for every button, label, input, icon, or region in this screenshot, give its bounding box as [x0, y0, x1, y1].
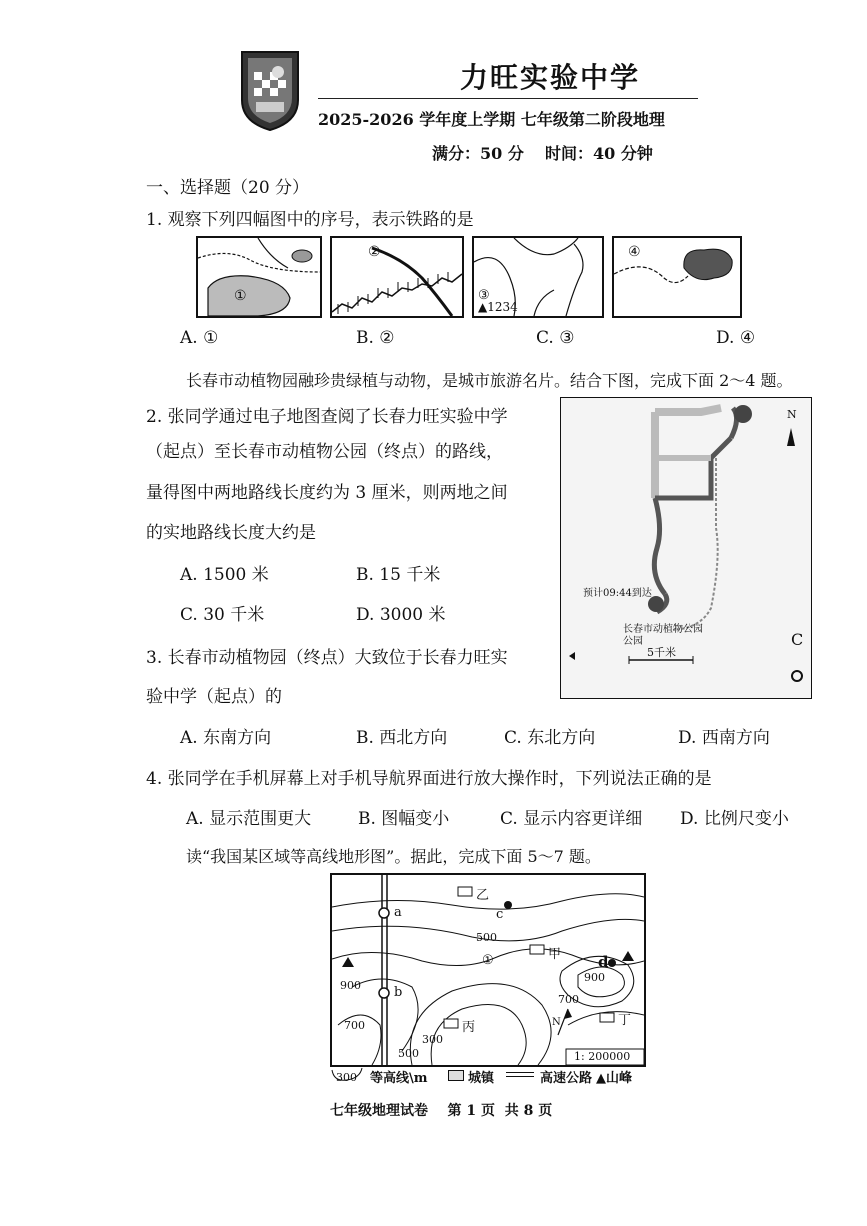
- city-map-corner-label: C: [791, 630, 804, 649]
- q2-line-1: 2. 张同学通过电子地图查阅了长春力旺实验中学: [146, 407, 508, 427]
- q1-option-a[interactable]: A. ①: [180, 328, 219, 348]
- town-bing-label: 丙: [462, 1020, 476, 1035]
- q3-line-2: 验中学（起点）的: [146, 687, 282, 707]
- elevation-900-left: 900: [340, 979, 361, 992]
- elevation-700-left: 700: [344, 1019, 365, 1032]
- passage-5-7: 读“我国某区域等高线地形图”。据此，完成下面 5～7 题。: [186, 847, 601, 866]
- q1-figure-1-number: ①: [234, 288, 247, 304]
- point-a-label: a: [394, 905, 402, 920]
- title-underline: [318, 98, 698, 99]
- q1-option-d[interactable]: D. ④: [716, 328, 756, 348]
- point-b-label: b: [394, 985, 403, 1000]
- q1-figure-4-number: ④: [628, 244, 641, 260]
- q1-option-b[interactable]: B. ②: [356, 328, 395, 348]
- q1-figure-2-number: ②: [368, 244, 381, 260]
- q2-option-d[interactable]: D. 3000 米: [356, 605, 446, 625]
- q1-figure-3: [472, 236, 604, 318]
- q3-option-c[interactable]: C. 东北方向: [504, 728, 596, 748]
- elevation-300: 300: [422, 1033, 443, 1046]
- town-jia-label: 甲: [548, 947, 562, 962]
- legend-contour-label: 等高线\m: [370, 1071, 428, 1086]
- location-one-label: ①: [482, 953, 494, 968]
- elevation-500-bottom: 500: [398, 1047, 419, 1060]
- point-d-label: d: [598, 953, 609, 971]
- school-logo: [238, 46, 302, 132]
- passage-2-4: 长春市动植物园融珍贵绿植与动物，是城市旅游名片。结合下图，完成下面 2～4 题。: [186, 371, 793, 390]
- city-route-map: [560, 397, 812, 699]
- q4-option-a[interactable]: A. 显示范围更大: [186, 809, 312, 829]
- q3-line-1: 3. 长春市动植物园（终点）大致位于长春力旺实: [146, 648, 508, 668]
- north-arrow-label: N: [552, 1017, 561, 1028]
- legend-highway-icon: [506, 1072, 534, 1077]
- q4-stem: 4. 张同学在手机屏幕上对手机导航界面进行放大操作时，下列说法正确的是: [146, 769, 712, 789]
- q1-figure-2: [330, 236, 464, 318]
- q1-option-c[interactable]: C. ③: [536, 328, 575, 348]
- q1-stem: 1. 观察下列四幅图中的序号，表示铁路的是: [146, 210, 474, 230]
- legend-town-label: 城镇: [468, 1071, 495, 1086]
- q2-line-2: （起点）至长春市动植物公园（终点）的路线，: [146, 442, 503, 462]
- city-map-north: N: [787, 408, 797, 421]
- q4-option-c[interactable]: C. 显示内容更详细: [500, 809, 643, 829]
- exam-time: 时间：40 分钟: [545, 144, 653, 163]
- q1-figure-4: [612, 236, 742, 318]
- q1-figure-1: [196, 236, 322, 318]
- town-ding-label: 丁: [618, 1013, 632, 1028]
- page-footer: 七年级地理试卷 第 1 页 共 8 页: [330, 1103, 553, 1119]
- city-map-scale: 5千米: [647, 646, 676, 659]
- full-score: 满分：50 分: [432, 144, 524, 163]
- q2-option-a[interactable]: A. 1500 米: [180, 565, 269, 585]
- school-title: 力旺实验中学: [460, 61, 641, 94]
- q2-option-c[interactable]: C. 30 千米: [180, 605, 265, 625]
- city-map-destination-2: 公园: [623, 636, 643, 647]
- q3-option-a[interactable]: A. 东南方向: [180, 728, 272, 748]
- city-map-eta: 预计09:44到达: [583, 588, 652, 599]
- q2-line-3: 量得图中两地路线长度约为 3 厘米，则两地之间: [146, 483, 508, 503]
- town-yi-label: 乙: [476, 888, 490, 903]
- elevation-900-right: 900: [584, 971, 605, 984]
- legend-peak-label: ▲山峰: [596, 1071, 632, 1086]
- elevation-500-top: 500: [476, 931, 497, 944]
- legend-town-icon: [448, 1070, 464, 1081]
- q1-figure-3-number: ③: [478, 288, 490, 303]
- q2-line-4: 的实地路线长度大约是: [146, 523, 316, 543]
- section-title: 一、选择题（20 分）: [146, 178, 310, 198]
- q4-option-b[interactable]: B. 图幅变小: [358, 809, 450, 829]
- point-c-label: c: [496, 907, 504, 922]
- q3-option-b[interactable]: B. 西北方向: [356, 728, 448, 748]
- q2-option-b[interactable]: B. 15 千米: [356, 565, 441, 585]
- city-map-destination: 长春市动植物公园: [623, 624, 703, 635]
- term-line: 2025-2026 学年度上学期 七年级第二阶段地理: [318, 110, 665, 129]
- legend-highway-label: 高速公路: [540, 1071, 593, 1086]
- q1-figure-3-elevation: ▲1234: [478, 300, 518, 314]
- q4-option-d[interactable]: D. 比例尺变小: [680, 809, 789, 829]
- q3-option-d[interactable]: D. 西南方向: [678, 728, 770, 748]
- elevation-700-right: 700: [558, 993, 579, 1006]
- legend-contour-value: 300: [336, 1071, 357, 1084]
- contour-map: [330, 873, 646, 1067]
- map-scale: 1: 200000: [574, 1050, 631, 1063]
